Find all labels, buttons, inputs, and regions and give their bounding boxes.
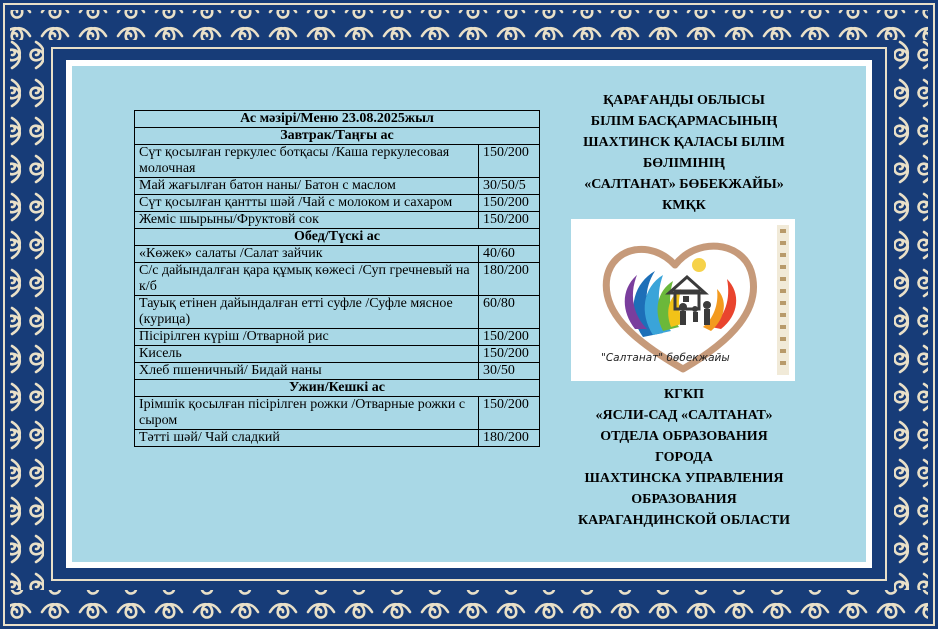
kindergarten-logo — [571, 219, 795, 381]
table-row — [135, 212, 540, 229]
dish-name: Хлеб пшеничный/ Бидай наны — [135, 363, 479, 380]
section-heading-lunch: Обед/Түскі ас — [135, 229, 540, 246]
org-ru-line: ГОРОДА — [655, 450, 713, 465]
org-kz-line: ШАХТИНСК ҚАЛАСЫ БІЛІМ — [583, 135, 785, 150]
org-ru-line: КАРАГАНДИНСКОЙ ОБЛАСТИ — [577, 513, 791, 528]
dish-name: Тәтті шәй/ Чай сладкий — [135, 430, 479, 447]
dish-portion: 150/200 — [479, 397, 540, 430]
table-row — [135, 363, 540, 380]
menu-title-row — [135, 111, 540, 128]
menu-title: Ас мәзірі/Меню 23.08.2025жыл — [135, 111, 540, 128]
dish-name: «Көжек» салаты /Салат зайчик — [135, 246, 479, 263]
dish-portion: 150/200 — [479, 145, 540, 178]
table-row — [135, 397, 540, 430]
organization-name-ru — [556, 384, 812, 531]
table-row — [135, 346, 540, 363]
org-ru-line: ОБРАЗОВАНИЯ — [631, 492, 737, 507]
table-row — [135, 430, 540, 447]
org-ru-line: КГКП — [663, 387, 705, 402]
dish-portion: 30/50/5 — [479, 178, 540, 195]
section-heading-row — [135, 128, 540, 145]
dish-name: С/с дайындалған қара құмық көжесі /Суп гречневый на к/б — [135, 263, 479, 296]
dish-name: Ірімшік қосылған пісірілген рожки /Отварные рожки с сыром — [135, 397, 479, 430]
section-heading-row — [135, 380, 540, 397]
table-row — [135, 296, 540, 329]
menu-table — [134, 110, 540, 447]
dish-portion: 150/200 — [479, 329, 540, 346]
dish-portion: 180/200 — [479, 263, 540, 296]
table-row — [135, 263, 540, 296]
dish-portion: 150/200 — [479, 346, 540, 363]
dish-portion: 150/200 — [479, 195, 540, 212]
section-heading-dinner: Ужин/Кешкі ас — [135, 380, 540, 397]
org-ru-line: ШАХТИНСКА УПРАВЛЕНИЯ — [584, 471, 784, 486]
org-kz-line: «САЛТАНАТ» БӨБЕКЖАЙЫ» — [584, 177, 784, 192]
dish-name: Кисель — [135, 346, 479, 363]
dish-portion: 30/50 — [479, 363, 540, 380]
table-row — [135, 246, 540, 263]
dish-portion: 60/80 — [479, 296, 540, 329]
dish-portion: 150/200 — [479, 212, 540, 229]
section-heading-breakfast: Завтрак/Таңғы ас — [135, 128, 540, 145]
table-row — [135, 145, 540, 178]
org-kz-line: БӨЛІМІНІҢ — [643, 156, 725, 171]
table-row — [135, 195, 540, 212]
org-kz-line: КМҚК — [662, 198, 706, 213]
org-kz-line: ҚАРАҒАНДЫ ОБЛЫСЫ — [603, 93, 765, 108]
dish-portion: 40/60 — [479, 246, 540, 263]
dish-portion: 180/200 — [479, 430, 540, 447]
dish-name: Жеміс шырыны/Фруктовй сок — [135, 212, 479, 229]
section-heading-row — [135, 229, 540, 246]
table-row — [135, 329, 540, 346]
dish-name: Тауық етінен дайындалған етті суфле /Суфле мясное (курица) — [135, 296, 479, 329]
org-ru-line: «ЯСЛИ-САД «САЛТАНАТ» — [595, 408, 773, 423]
dish-name: Сүт қосылған қантты шәй /Чай с молоком и сахаром — [135, 195, 479, 212]
dish-name: Сүт қосылған геркулес ботқасы /Каша геркулесовая молочная — [135, 145, 479, 178]
dish-name: Май жағылған батон наны/ Батон с маслом — [135, 178, 479, 195]
logo-caption: "Салтанат" бөбекжайы — [601, 352, 730, 364]
org-ru-line: ОТДЕЛА ОБРАЗОВАНИЯ — [600, 429, 768, 444]
organization-name-kz — [556, 90, 812, 216]
table-row — [135, 178, 540, 195]
org-kz-line: БІЛІМ БАСҚАРМАСЫНЫҢ — [590, 114, 778, 129]
dish-name: Пісірілген күріш /Отварной рис — [135, 329, 479, 346]
